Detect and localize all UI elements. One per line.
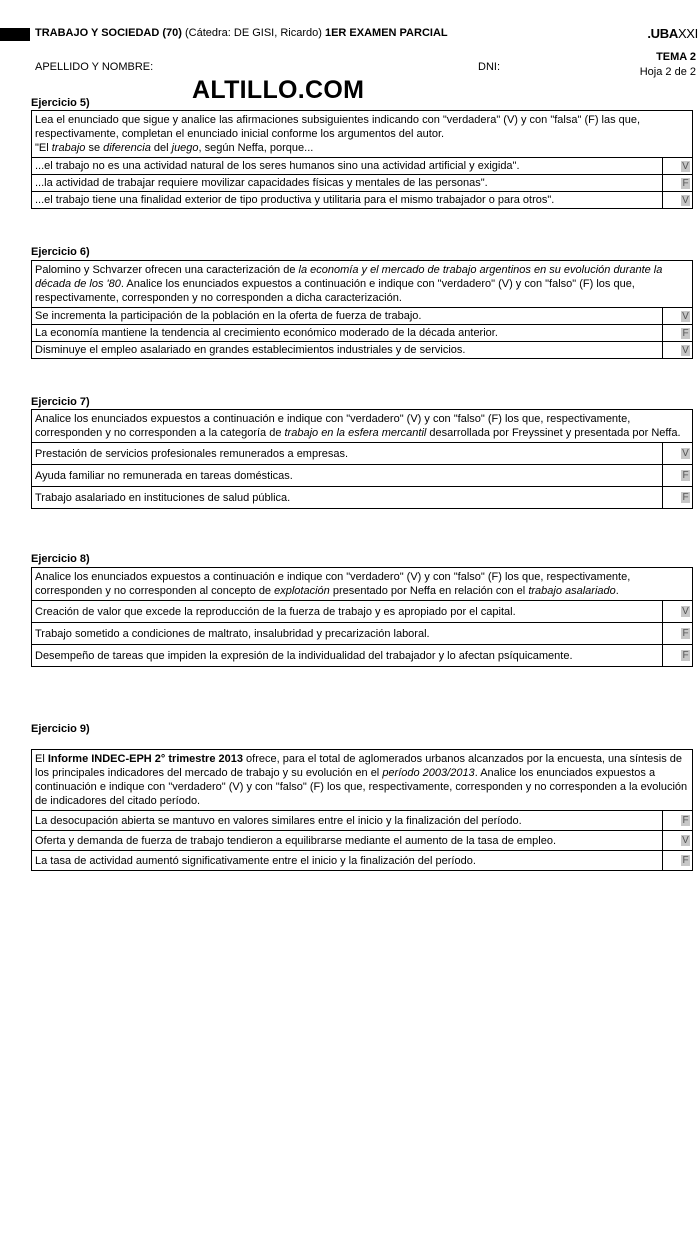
exercise-9-title: Ejercicio 9): [31, 723, 90, 735]
answer-cell: [663, 158, 693, 175]
statement-row: [32, 325, 693, 342]
answer-cell: [663, 175, 693, 192]
course-title: TRABAJO Y SOCIEDAD (70): [35, 27, 182, 39]
statement-row: [32, 601, 693, 623]
statement-text: Creación de valor que excede la reproducción de la fuerza de trabajo y es apropiado por el capital.: [32, 601, 663, 623]
exercise-5-title: Ejercicio 5): [31, 97, 90, 109]
statement-row: [32, 623, 693, 645]
statement-text: ...el trabajo no es una actividad natural de los seres humanos sino una actividad artificial y exigida".: [32, 158, 663, 175]
statement-row: [32, 831, 693, 851]
answer-cell: [663, 831, 693, 851]
answer-box: V: [682, 448, 689, 460]
statement-text: La economía mantiene la tendencia al crecimiento económico moderado de la década anterior.: [32, 325, 663, 342]
statement-text: Prestación de servicios profesionales remunerados a empresas.: [32, 443, 663, 465]
statement-row: [32, 308, 693, 325]
uba-xxi-logo: .UBAXXI: [647, 26, 698, 41]
name-label: APELLIDO Y NOMBRE:: [35, 61, 154, 73]
statement-text: La desocupación abierta se mantuvo en valores similares entre el inicio y la finalización del período.: [32, 811, 663, 831]
answer-box: V: [682, 194, 689, 206]
black-bar: [0, 28, 30, 41]
statement-row: [32, 851, 693, 871]
statement-row: [32, 158, 693, 175]
exercise-7-title: Ejercicio 7): [31, 396, 90, 408]
statement-text: La tasa de actividad aumentó significativamente entre el inicio y la finalización del período.: [32, 851, 663, 871]
answer-box: F: [682, 327, 689, 339]
statement-text: ...la actividad de trabajar requiere movilizar capacidades físicas y mentales de las personas".: [32, 175, 663, 192]
statement-text: Oferta y demanda de fuerza de trabajo tendieron a equilibrarse mediante el aumento de la tasa de empleo.: [32, 831, 663, 851]
answer-box: V: [682, 310, 689, 322]
answer-box: F: [682, 855, 689, 867]
answer-box: V: [682, 835, 689, 847]
exam-header: [35, 27, 448, 39]
statement-row: [32, 175, 693, 192]
statement-row: [32, 487, 693, 509]
exercise-instructions: Lea el enunciado que sigue y analice las afirmaciones subsiguientes indicando con "verdadera" (V) y con "falsa" (F) las que, respectivamente, completan el enunciado inicial conforme los argumentos del autor. "El trabajo se diferencia del juego, según Neffa, porque...: [32, 111, 693, 158]
statement-text: Ayuda familiar no remunerada en tareas domésticas.: [32, 465, 663, 487]
answer-cell: [663, 443, 693, 465]
exercise-6-table: [31, 260, 693, 359]
answer-cell: [663, 645, 693, 667]
exercise-instructions: Analice los enunciados expuestos a continuación e indique con "verdadero" (V) y con "falso" (F) los que, respectivamente, corresponden y no corresponden al concepto de explotación presentado por Neffa en relación con el trabajo asalariado.: [32, 568, 693, 601]
exercise-8-table: [31, 567, 693, 667]
exercise-instructions: Analice los enunciados expuestos a continuación e indique con "verdadero" (V) y con "falso" (F) los que, respectivamente, corresponden y no corresponden a la categoría de trabajo en la esfera mercantil desarrollada por Freyssinet y presentada por Neffa.: [32, 410, 693, 443]
answer-cell: [663, 487, 693, 509]
exam-name: 1ER EXAMEN PARCIAL: [324, 27, 448, 39]
answer-box: F: [682, 628, 689, 640]
statement-text: Desempeño de tareas que impiden la expresión de la individualidad del trabajador y lo afectan psíquicamente.: [32, 645, 663, 667]
statement-text: Disminuye el empleo asalariado en grandes establecimientos industriales y de servicios.: [32, 342, 663, 359]
answer-cell: [663, 308, 693, 325]
exercise-5-table: [31, 110, 693, 209]
catedra: (Cátedra: DE GISI, Ricardo): [184, 27, 322, 39]
statement-row: [32, 645, 693, 667]
exercise-instructions: El Informe INDEC-EPH 2° trimestre 2013 ofrece, para el total de aglomerados urbanos alcanzados por la encuesta, una síntesis de los principales indicadores del mercado de trabajo y su evolución en el período 2003/2013. Analice los enunciados expuestos a continuación e indique con "verdadero" (V) y con "falso" (F) los que, respectivamente, corresponden y no corresponden a la evolución de indicadores del citado período.: [32, 750, 693, 811]
dni-label: DNI:: [478, 61, 500, 73]
answer-box: F: [682, 815, 689, 827]
statement-text: Trabajo sometido a condiciones de maltrato, insalubridad y precarización laboral.: [32, 623, 663, 645]
statement-text: Trabajo asalariado en instituciones de salud pública.: [32, 487, 663, 509]
answer-box: V: [682, 606, 689, 618]
exercise-9-table: [31, 749, 693, 871]
answer-box: V: [682, 160, 689, 172]
answer-box: F: [682, 650, 689, 662]
tema-label: TEMA 2: [656, 51, 696, 63]
answer-box: F: [682, 492, 689, 504]
page-indicator: Hoja 2 de 2: [639, 66, 696, 78]
answer-box: F: [682, 177, 689, 189]
answer-box: V: [682, 344, 689, 356]
answer-cell: [663, 623, 693, 645]
exercise-8-title: Ejercicio 8): [31, 553, 90, 565]
answer-cell: [663, 192, 693, 209]
statement-row: [32, 192, 693, 209]
statement-row: [32, 443, 693, 465]
answer-cell: [663, 342, 693, 359]
watermark: ALTILLO.COM: [192, 76, 365, 104]
statement-row: [32, 342, 693, 359]
statement-row: [32, 465, 693, 487]
answer-cell: [663, 325, 693, 342]
statement-row: [32, 811, 693, 831]
statement-text: Se incrementa la participación de la población en la oferta de fuerza de trabajo.: [32, 308, 663, 325]
answer-cell: [663, 851, 693, 871]
answer-box: F: [682, 470, 689, 482]
exercise-7-table: [31, 409, 693, 509]
exercise-instructions: Palomino y Schvarzer ofrecen una caracterización de la economía y el mercado de trabajo argentinos en su evolución durante la década de los '80. Analice los enunciados expuestos a continuación e indique con "verdadero" (V) y con "falso" (F) los que, respectivamente, corresponden y no corresponden a dicha caracterización.: [32, 261, 693, 308]
exercise-6-title: Ejercicio 6): [31, 246, 90, 258]
answer-cell: [663, 601, 693, 623]
answer-cell: [663, 811, 693, 831]
answer-cell: [663, 465, 693, 487]
statement-text: ...el trabajo tiene una finalidad exterior de tipo productiva y utilitaria para el mismo trabajador o para otros".: [32, 192, 663, 209]
